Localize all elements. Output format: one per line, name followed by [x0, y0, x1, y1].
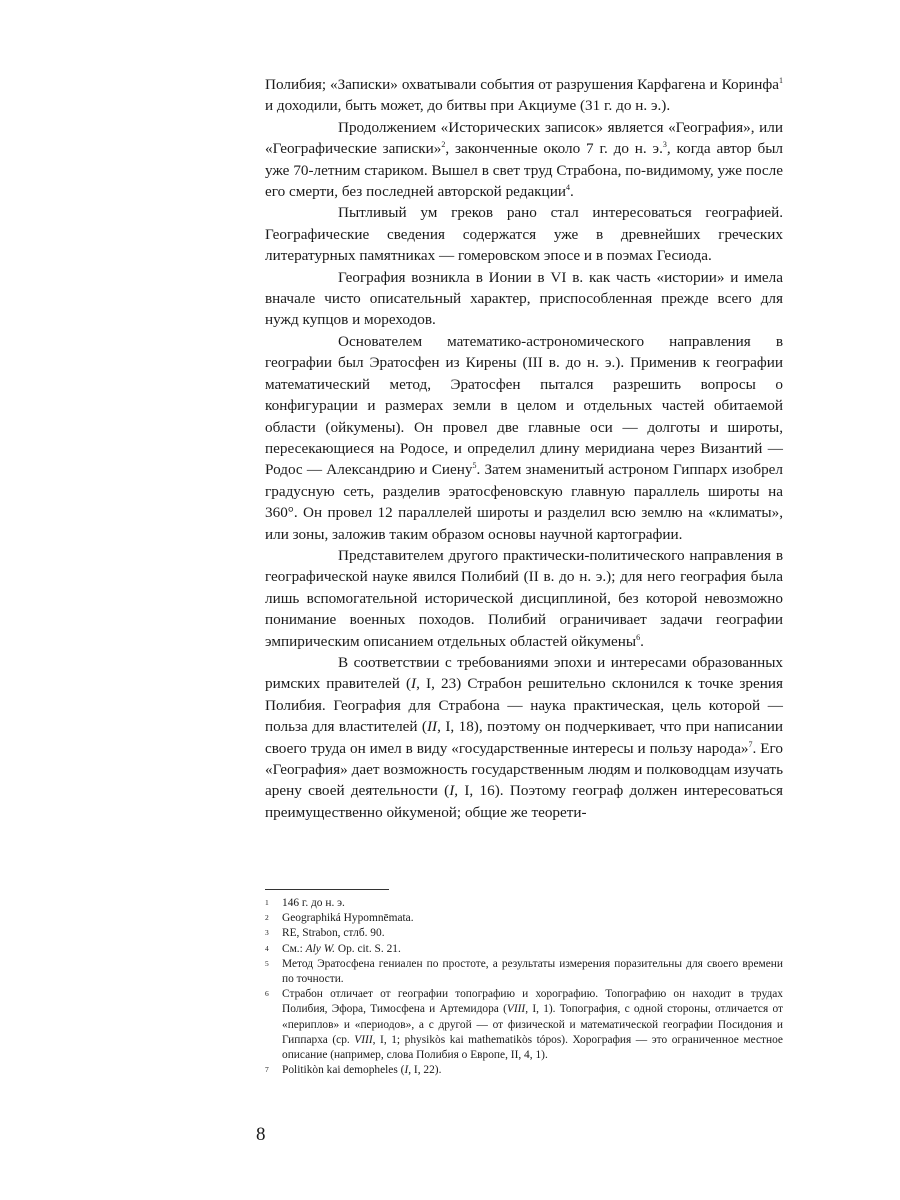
footnote-number: 3: [265, 928, 269, 938]
footnote-ref: 2: [441, 140, 446, 150]
footnote: 6 Страбон отличает от географии топографию и хорографию. Топографию он находит в трудах Полибия, Эфора, Тимосфена и Артемидора (VIII, I, 1). Топография, с одной стороны, отличается от «периплов» и «периодов», а с другой — от физической и математической географии Посидония и Гиппарха (ср. VIII, I, 1; physikòs kai mathematikòs tópos). Хорография — это ограниченное местное описание (например, слова Полибия о Европе, II, 4, 1).: [265, 988, 783, 1062]
main-text: [265, 74, 783, 823]
footnote-ref: 4: [565, 183, 570, 193]
paragraph: В соответствии с требованиями эпохи и интересами образованных римских правителей (I, I, 23) Страбон решительно склонился к точке зрения Полибия. География для Страбона — наука практическая, цель которой — польза для властителей (II, I, 18), поэтому он подчеркивает, что при написании своего труда он имел в виду «государственные интересы и пользу народа»$^7$. Его «География» дает возможность государственным людям и полководцам изучать арену своей деятельности (I, I, 16). Поэтому географ должен интересоваться преимущественно ойкуменой; общие же теорети-: [265, 653, 783, 821]
paragraph: Основателем математико-астрономического направления в географии был Эратосфен из Кирены (III в. до н. э.). Применив к географии математический метод, Эратосфен пытался разрешить вопросы о конфигурации и размерах земли в целом и отдельных частей обитаемой области (ойкумены). Он провел две главные оси — долготы и широты, пересекающиеся на Родосе, и определил длину меридиана через Византий — Родос — Александрию и Сиену$^5$. Затем знаменитый астроном Гиппарх изобрел градусную сеть, разделив эратосфеновскую главную параллель широты на 360°. Он провел 12 параллелей широты и разделил всю землю на «климаты», или зоны, заложив таким образом основы научной картографии.: [265, 332, 784, 543]
footnote-number: 2: [265, 913, 269, 923]
page-number: 8: [256, 1124, 266, 1145]
footnote-ref: 6: [636, 632, 641, 642]
paragraph: Продолжением «Исторических записок» является «География», или «Географические записки»$^2$, законченные около 7 г. до н. э.$^3$, когда автор был уже 70-летним стариком. Вышел в свет труд Страбона, по-видимому, уже после его смерти, без последней авторской редакции$^4$.: [265, 118, 783, 201]
footnote-divider: [265, 889, 389, 890]
footnote: 3 RE, Strabon, стлб. 90.: [265, 927, 385, 940]
footnote-number: 1: [265, 898, 269, 907]
footnote-number: 5: [265, 958, 269, 968]
paragraph: Представителем другого практически-политического направления в географической науке явился Полибий (II в. до н. э.); для него география была лишь вспомогательной исторической дисциплиной, без которой невозможно понимание военных походов. Полибий ограничивает задачи географии эмпирическим описанием отдельных областей ойкумены$^6$.: [265, 546, 783, 650]
paragraph: География возникла в Ионии в VI в. как часть «истории» и имела вначале чисто описательный характер, приспособленная прежде всего для нужд купцов и мореходов.: [265, 268, 783, 329]
footnote-number: 6: [265, 989, 269, 999]
footnote-number: 4: [265, 943, 269, 953]
footnote: 4 См.: Aly W. Op. cit. S. 21.: [265, 942, 401, 955]
footnote: 1 146 г. до н. э.: [265, 897, 345, 909]
paragraph: Полибия; «Записки» охватывали события от разрушения Карфагена и Коринфа$^1$ и доходили, быть может, до битвы при Акциуме (31 г. до н. э.).: [265, 76, 783, 115]
footnote: 2 Geographiká Hypomnēmata.: [265, 912, 414, 925]
paragraph: Пытливый ум греков рано стал интересоваться географией. Географические сведения содержатся уже в древнейших греческих литературных памятниках — гомеровском эпосе и в поэмах Гесиода.: [265, 204, 783, 265]
footnote: 7 Politikòn kai demopheles (I, I, 22).: [265, 1064, 442, 1077]
footnote-number: 7: [265, 1065, 269, 1075]
footnote-ref: 5: [472, 461, 477, 471]
footnote: 5 Метод Эратосфена гениален по простоте, а результаты измерения поразительны для своего времени по точности.: [265, 957, 783, 986]
footnote-ref: 3: [662, 140, 667, 150]
footnotes: [265, 896, 783, 1078]
footnote-ref: 7: [748, 739, 753, 749]
footnote-ref: 1: [779, 76, 783, 85]
